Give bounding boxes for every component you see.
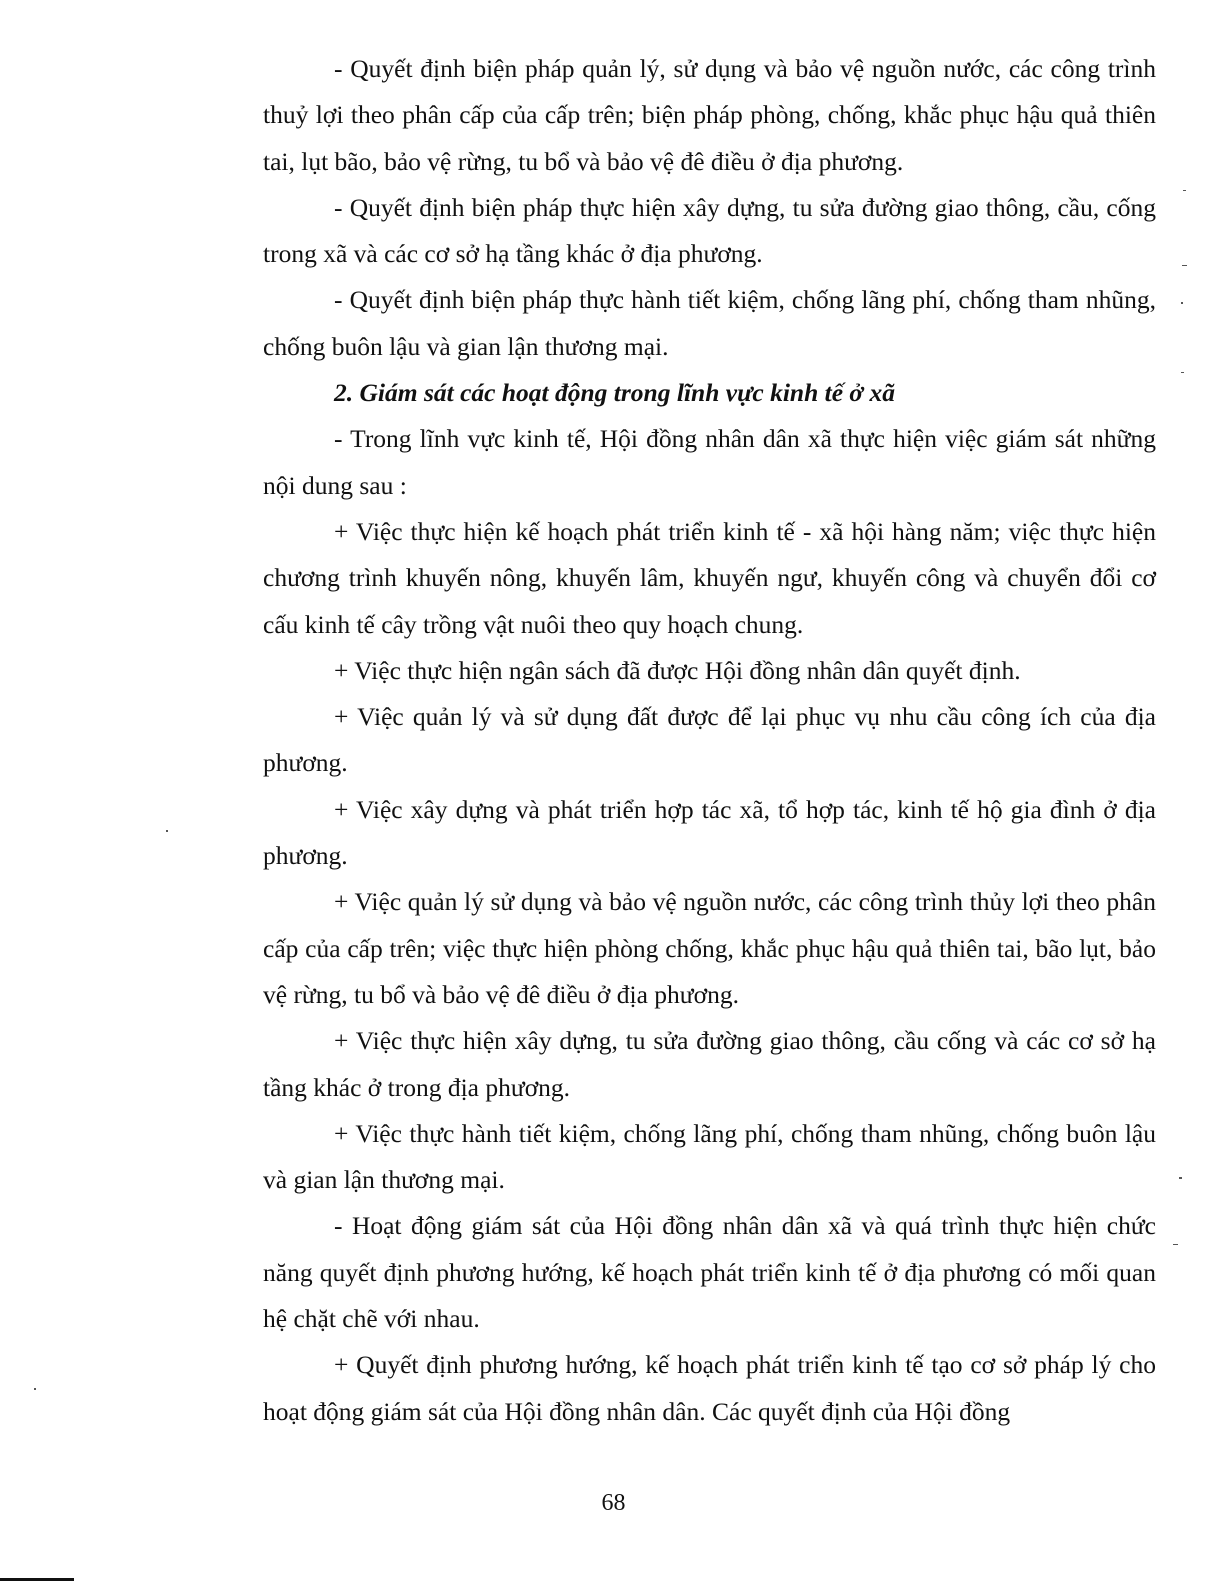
scan-speck [166,830,168,832]
paragraph: + Việc xây dựng và phát triển hợp tác xã, tổ hợp tác, kinh tế hộ gia đình ở địa phương. [263,794,1156,871]
page-body [263,46,1156,1435]
scan-speck [1173,1244,1178,1245]
scan-speck [34,1388,36,1390]
footer-rule [0,1578,74,1581]
scan-speck [1182,265,1187,266]
scan-speck [1181,372,1184,373]
paragraph: + Việc quản lý và sử dụng đất được để lại phục vụ nhu cầu công ích của địa phương. [263,702,1156,778]
paragraph: - Quyết định biện pháp thực hiện xây dựng, tu sửa đường giao thông, cầu, cống trong xã và các cơ sở hạ tầng khác ở địa phương. [263,192,1156,269]
paragraph: - Quyết định biện pháp quản lý, sử dụng và bảo vệ nguồn nước, các công trình thuỷ lợi theo phân cấp của cấp trên; biện pháp phòng, chống, khắc phục hậu quả thiên tai, lụt bão, bảo vệ rừng, tu bổ và bảo vệ đê điều ở địa phương. [263,54,1156,176]
paragraph: - Trong lĩnh vực kinh tế, Hội đồng nhân dân xã thực hiện việc giám sát những nội dung sau : [263,424,1156,500]
scan-speck [1179,1177,1182,1179]
paragraph: + Việc thực hiện xây dựng, tu sửa đường giao thông, cầu cống và các cơ sở hạ tầng khác ở trong địa phương. [263,1026,1156,1102]
paragraph: + Việc quản lý sử dụng và bảo vệ nguồn nước, các công trình thủy lợi theo phân cấp của cấp trên; việc thực hiện phòng chống, khắc phục hậu quả thiên tai, bão lụt, bảo vệ rừng, tu bổ và bảo vệ đê điều ở địa phương. [263,887,1156,1009]
section-heading: 2. Giám sát các hoạt động trong lĩnh vực kinh tế ở xã [334,378,895,408]
scan-speck [1183,190,1186,191]
paragraph: + Việc thực hành tiết kiệm, chống lãng phí, chống tham nhũng, chống buôn lậu và gian lận thương mại. [263,1118,1156,1195]
paragraph: - Quyết định biện pháp thực hành tiết kiệm, chống lãng phí, chống tham nhũng, chống buôn lậu và gian lận thương mại. [263,285,1156,361]
page-number: 68 [601,1490,626,1516]
paragraph: + Việc thực hiện ngân sách đã được Hội đồng nhân dân quyết định. [334,655,1021,685]
scan-speck [1181,302,1183,304]
paragraph: + Quyết định phương hướng, kế hoạch phát triển kinh tế tạo cơ sở pháp lý cho hoạt động giám sát của Hội đồng nhân dân. Các quyết định của Hội đồng [263,1350,1156,1426]
paragraph: - Hoạt động giám sát của Hội đồng nhân dân xã và quá trình thực hiện chức năng quyết định phương hướng, kế hoạch phát triển kinh tế ở địa phương có mối quan hệ chặt chẽ với nhau. [263,1211,1156,1334]
paragraph: + Việc thực hiện kế hoạch phát triển kinh tế - xã hội hàng năm; việc thực hiện chương trình khuyến nông, khuyến lâm, khuyến ngư, khuyến công và chuyển đổi cơ cấu kinh tế cây trồng vật nuôi theo quy hoạch chung. [263,516,1156,639]
